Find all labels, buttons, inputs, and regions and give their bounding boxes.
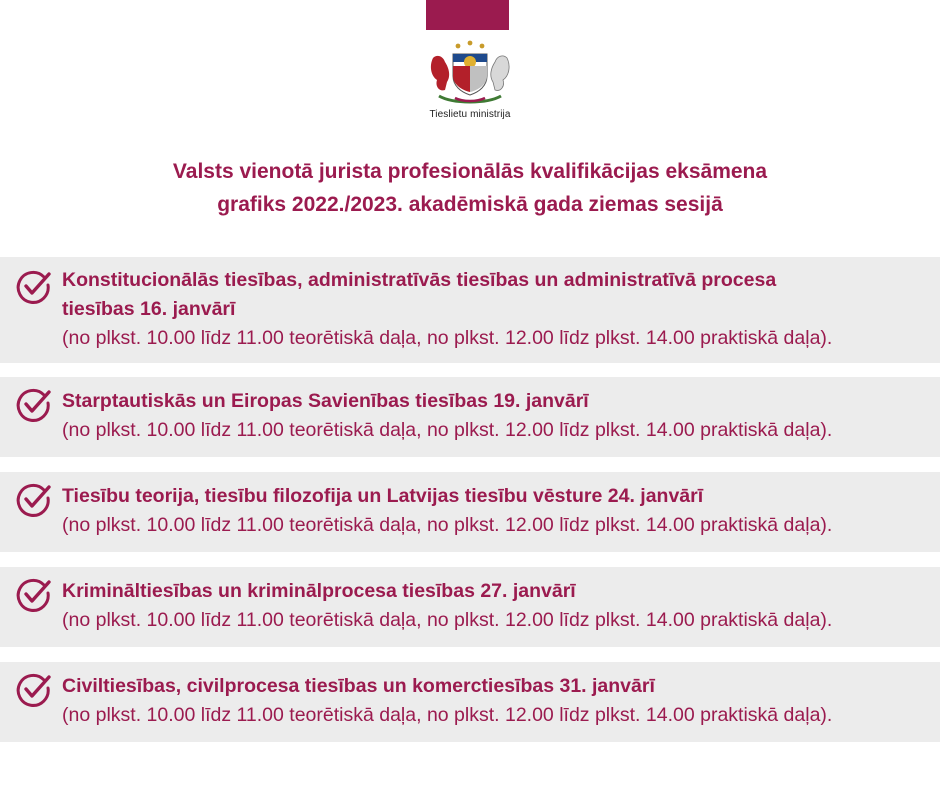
check-circle-icon [16,269,52,305]
ministry-logo [410,40,530,120]
title-line-2: grafiks 2022./2023. akadēmiskā gada ziemas sesijā [217,193,723,216]
page-title [0,155,940,221]
check-circle-icon [16,672,52,708]
check-circle-icon [16,577,52,613]
title-line-1: Valsts vienotā jurista profesionālās kvalifikācijas eksāmena [172,160,768,183]
exam-time-detail: (no plkst. 10.00 līdz 11.00 teorētiskā daļa, no plkst. 12.00 līdz plkst. 14.00 praktiskā daļa). [62,514,833,536]
top-accent-bar [426,0,509,30]
exam-item-4 [0,567,940,647]
exam-title: Starptautiskās un Eiropas Savienības tiesības 19. janvārī [62,390,589,412]
exam-item-5 [0,662,940,742]
check-circle-icon [16,482,52,518]
check-circle-icon [16,387,52,423]
ministry-name: Tieslietu ministrija [429,109,511,120]
exam-time-detail: (no plkst. 10.00 līdz 11.00 teorētiskā daļa, no plkst. 12.00 līdz plkst. 14.00 praktiskā daļa). [62,327,833,349]
exam-time-detail: (no plkst. 10.00 līdz 11.00 teorētiskā daļa, no plkst. 12.00 līdz plkst. 14.00 praktiskā daļa). [62,419,833,441]
exam-item-2 [0,377,940,457]
exam-time-detail: (no plkst. 10.00 līdz 11.00 teorētiskā daļa, no plkst. 12.00 līdz plkst. 14.00 praktiskā daļa). [62,609,833,631]
exam-title: Krimināltiesības un kriminālprocesa tiesības 27. janvārī [62,580,576,602]
coat-of-arms-icon [425,40,515,106]
exam-title-continued: tiesības 16. janvārī [62,298,236,320]
exam-title: Tiesību teorija, tiesību filozofija un Latvijas tiesību vēsture 24. janvārī [62,485,704,507]
exam-title: Civiltiesības, civilprocesa tiesības un komerctiesības 31. janvārī [62,675,655,697]
exam-item-1 [0,257,940,363]
exam-time-detail: (no plkst. 10.00 līdz 11.00 teorētiskā daļa, no plkst. 12.00 līdz plkst. 14.00 praktiskā daļa). [62,704,833,726]
exam-item-3 [0,472,940,552]
exam-title: Konstitucionālās tiesības, administratīvās tiesības un administratīvā procesa [62,269,777,291]
